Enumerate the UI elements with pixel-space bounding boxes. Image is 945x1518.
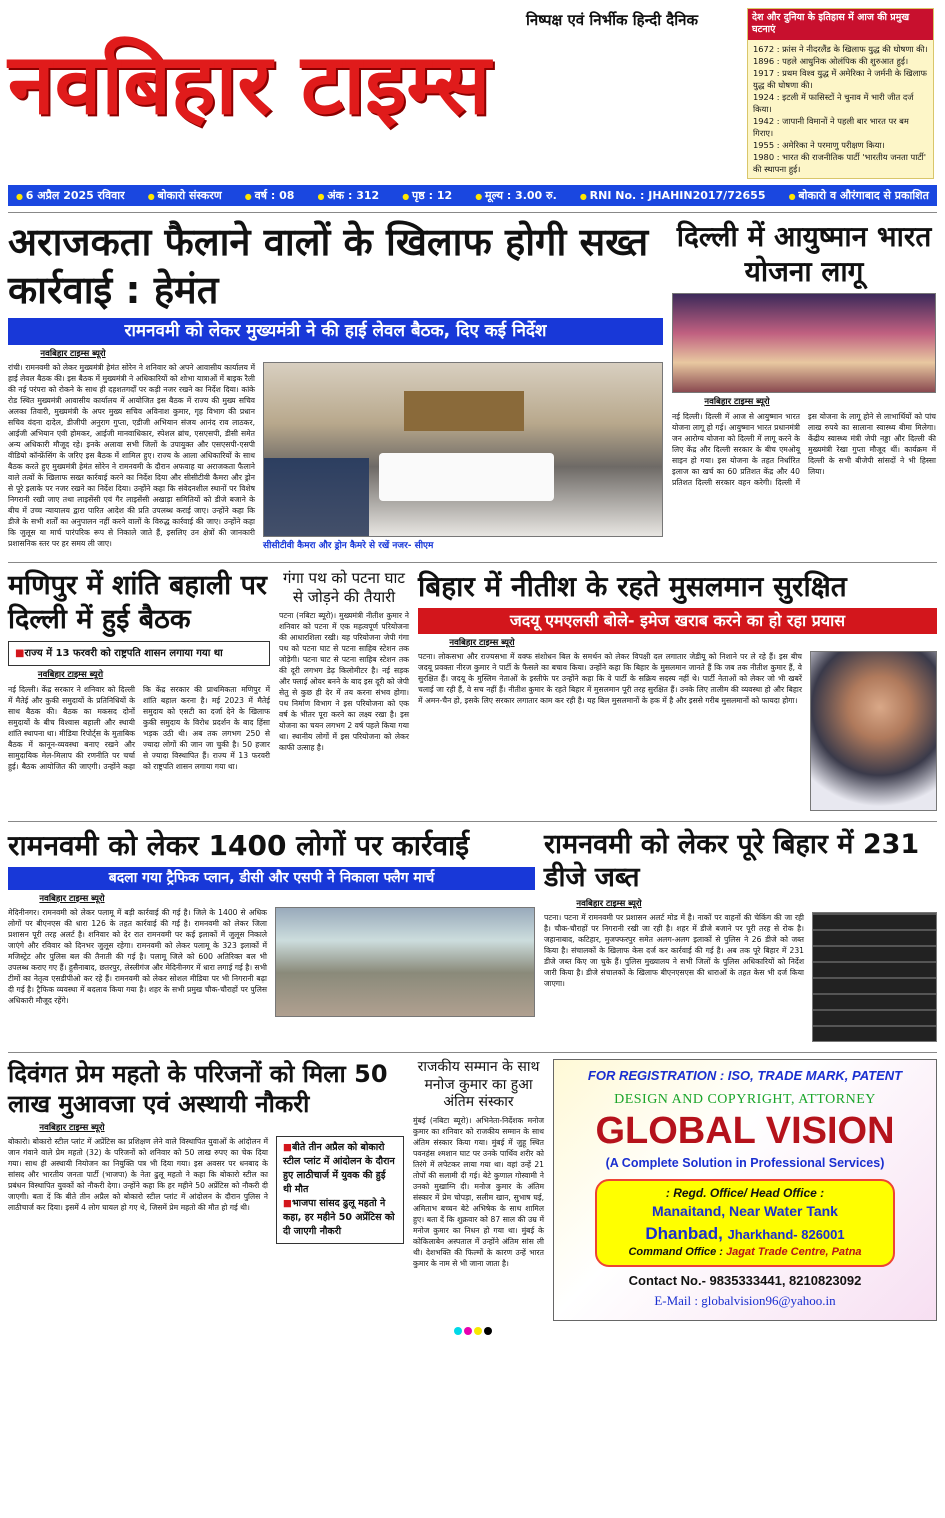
- ad-registration-line: FOR REGISTRATION : ISO, TRADE MARK, PATENT: [587, 1068, 903, 1084]
- byline: नवबिहार टाइम्स ब्यूरो: [39, 1123, 105, 1134]
- row-middle-stories: [8, 569, 937, 815]
- ramnavami-1400-body: मेदिनीनगर। रामनवमी को लेकर पलामू में बड़ी कार्रवाई की गई है। जिले के 1400 से अधिक लोगों पर बीएनएस की धारा 126 के तहत कार्रवाई की गई है। रामनवमी को लेकर जिला प्रशासन पूरी तरह अलर्ट है। शनिवार को देर रात रामनवमी पर कई इलाकों में जुलूस निकाले जाएंगे और रविवार को दिनभर जुलूस रहेगा। रामनवमी को लेकर पलामू के 323 इलाकों में मजिस्ट्रेट और पुलिस बल की तैनाती की गई है। पलामू जिले को 600 अतिरिक्त बल भी उपलब्ध कराए गए हैं। हुसैनाबाद, छतरपुर, लेस्लीगंज और मेदिनीनगर में धारा लगाई गई है। सभी टीमों का नेतृत्व एसडीपीओ कर रहे हैं। रामनवमी को लेकर सोशल मीडिया पर भी निगरानी बढ़ा दी गई है। ट्रैफिक व्यवस्था में बदलाव किया गया है। शहर के सभी प्रमुख चौक-चौराहों पर पुलिस अधिकारी मौजूद रहेंगे।: [8, 907, 267, 1005]
- bullet-icon: ■: [15, 647, 25, 659]
- bullet-icon: ■: [283, 1198, 292, 1210]
- manipur-headline: मणिपुर में शांति बहाली पर दिल्ली में हुई बैठक: [8, 570, 267, 635]
- prem-mahto-article: [8, 1059, 404, 1248]
- divider: [8, 562, 937, 563]
- issue: ● अंक : 312: [318, 188, 380, 203]
- manipur-highlight-box: [8, 641, 270, 666]
- ad-city: Dhanbad,: [645, 1223, 723, 1243]
- ad-address: Manaitand, Near Water Tank: [652, 1202, 838, 1219]
- manipur-body: नई दिल्ली। केंद्र सरकार ने शनिवार को दिल्ली में मैतेई और कुकी समुदायों के प्रतिनिधियों के साथ बैठक की। बैठक का मकसद दोनों समुदायों के बीच विश्वास बहाली और स्थायी शांति स्थापना था। मीडिया रिपोर्ट्स के मुताबिक बैठक में कानून-व्यवस्था बनाए रखने और सामुदायिक मेल-मिलाप की रणनीति पर चर्चा हुई। बैठक आयोजित की जाएगी। उन्होंने कहा कि केंद्र सरकार की प्राथमिकता मणिपुर में शांति बहाल करना है। मई 2023 में मैतेई समुदाय को एसटी का दर्जा देने के खिलाफ कुकी समुदाय के विरोध प्रदर्शन के बाद हिंसा भड़क उठी थी। अब तक लगभग 250 से ज्यादा लोगों की जान जा चुकी है। 50 हजार से ज्यादा विस्थापित हैं। राज्य में 13 फरवरी को राष्ट्रपति शासन लगाया गया था।: [8, 684, 270, 771]
- divider: [8, 212, 937, 213]
- history-item: 1917 : प्रथम विश्व युद्ध में अमेरिका ने जर्मनी के खिलाफ युद्ध की घोषणा की।: [753, 67, 927, 90]
- ganga-headline: गंगा पथ को पटना घाट से जोड़ने की तैयारी: [283, 569, 405, 606]
- dj-seized-body: पटना। पटना में रामनवमी पर प्रशासन अलर्ट मोड में है। नाकों पर वाहनों की चेकिंग की जा रही है। चौक-चौराहों पर निगरानी रखी जा रही है। शहर में डीजे बजाने पर पूरी तरह से रोक है। जहानाबाद, कटिहार, मुजफ्फरपुर समेत अलग-अलग इलाकों से पुलिस ने 26 डीजे को जब्त किया है। संचालकों के खिलाफ केस दर्ज कर कार्रवाई की गई है। अब तक पूरे बिहार में 231 डीजे जब्त किए जा चुके हैं। पुलिस मुख्यालय ने सभी जिलों के पुलिस अधिकारियों को निर्देश जारी किया है। डीजे संचालकों के खिलाफ बीएनएसएस की धाराओं के तहत केस भी दर्ज किया जाएगा।: [544, 913, 804, 989]
- dj-speakers-photo: [812, 912, 937, 1042]
- masthead-left: [8, 8, 738, 139]
- lead-headline: अराजकता फैलाने वालों के खिलाफ होगी सख्त कार्रवाई : हेमंत: [8, 220, 649, 312]
- black-registration-mark: [484, 1327, 492, 1335]
- ramnavami-1400-subheadline: बदला गया ट्रैफिक प्लान, डीसी और एसपी ने निकाला फ्लैग मार्च: [8, 867, 535, 890]
- byline: नवबिहार टाइम्स ब्यूरो: [37, 669, 104, 680]
- ad-tagline: (A Complete Solution in Professional Services): [605, 1155, 885, 1170]
- ad-command-address: Jagat Trade Centre, Patna: [726, 1246, 862, 1259]
- history-item: 1924 : इटली में फासिस्टों ने चुनाव में भारी जीत दर्ज किया।: [753, 91, 914, 114]
- byline: नवबिहार टाइम्स ब्यूरो: [576, 899, 642, 910]
- highlight-text: राज्य में 13 फरवरी को राष्ट्रपति शासन लगाया गया था: [24, 647, 223, 659]
- ramnavami-1400-article: [8, 828, 535, 1021]
- manipur-article: [8, 569, 270, 772]
- divider: [8, 1052, 937, 1053]
- history-item: 1980 : भारत की राजनीतिक पार्टी 'भारतीय जनता पार्टी' की स्थापना हुई।: [753, 151, 926, 174]
- photo-caption: सीसीटीवी कैमरा और ड्रोन कैमरे से रखें नजर- सीएम: [263, 541, 434, 552]
- ad-command-line: [603, 1245, 887, 1260]
- prem-mahto-body: बोकारो। बोकारो स्टील प्लांट में अप्रेंटिस का प्रशिक्षण लेने वाले विस्थापित युवाओं के आंदोलन में जान गंवाने वाले प्रेम महतो (32) के परिजनों को शनिवार को 50 लाख रुपए का चेक दिया गया। साथ ही अस्थायी नियोजन का नियुक्ति पत्र भी दिया गया। इस अवसर पर धनबाद के सांसद और भारतीय जनता पार्टी (भाजपा) के नेता ढुलू महतो ने कहा कि बोकारो स्टील का प्रबंधन विस्थापित युवकों को नौकरी देगा। उन्होंने कहा कि हर महीने 50 अप्रेंटिस को नौकरी दी जाएगी। बता दें कि बीते तीन अप्रैल को बोकारो स्टील प्लांट में आंदोलन के दौरान पुलिस ने लाठीचार्ज कर दिया। इसमें 4 लोग घायल हो गए थे, जिसमें प्रेम महतो की मौत हो गई थी।: [8, 1137, 268, 1213]
- nitish-body: पटना। लोकसभा और राज्यसभा में वक्फ संशोधन बिल के समर्थन को लेकर विपक्षी दल लगातार जेडीयू को निशाने पर ले रहे हैं। इस बीच जदयू प्रवक्ता नीरज कुमार ने पार्टी के फैसले का बचाव किया। उन्होंने कहा कि बिहार के मुसलमान जानते हैं कि जब तक नीतीश कुमार हैं, वे सुरक्षित हैं। जदयू के मुस्लिम नेताओं के इस्तीफे पर उन्होंने कहा कि वे पार्टी के सक्रिय सदस्य नहीं थे। पार्टी नेताओं को लेकर जो भी खबरें चलाई जा रही हैं, वे सच नहीं हैं। नीतीश कुमार के रहते बिहार में मुसलमान पूरी तरह सुरक्षित हैं। उनके लिए तालीम की व्यवस्था हो और बिहार में अमन-चैन हो, इसके लिए सरकार लगातार काम कर रही है। यह बिल मुसलमानों के हक में है और इससे गरीब मुसलमानों को फायदा होगा।: [418, 651, 802, 705]
- row-ramnavami-stories: [8, 828, 937, 1047]
- prem-body-wrap: [8, 1136, 404, 1248]
- lead-photo-wrap: [263, 362, 663, 552]
- ad-office-label: : Regd. Office/ Head Office :: [665, 1186, 825, 1201]
- ad-command-label: Command Office :: [628, 1246, 723, 1259]
- photo-table: [379, 453, 554, 501]
- price: ● मूल्य : 3.00 रु.: [475, 188, 557, 203]
- history-item: 1942 : जापानी विमानों ने पहली बार भारत पर बम गिराए।: [753, 115, 909, 138]
- history-item: 1896 : पहले आधुनिक ओलंपिक की शुरुआत हुई।: [753, 55, 909, 66]
- lead-subheadline: रामनवमी को लेकर मुख्यमंत्री ने की हाई लेवल बैठक, दिए कई निर्देश: [8, 318, 663, 345]
- manoj-kumar-body: मुंबई (नबिटा ब्यूरो)। अभिनेता-निर्देशक मनोज कुमार का शनिवार को राजकीय सम्मान के साथ अंतिम संस्कार किया गया। मुंबई में जुहू स्थित पवनहंस श्मशान घाट पर उनके पार्थिव शरीर को तिरंगे में लपेटकर लाया गया था। वहां उन्हें 21 तोपों की सलामी दी गई। बेटे कुणाल गोस्वामी ने उनको मुखाग्नि दी। मनोज कुमार के अंतिम संस्कार में प्रेम चोपड़ा, सलीम खान, सुभाष घई, अमिताभ बच्चन बेटे अभिषेक के साथ शामिल हुए। बता दें कि शुक्रवार को 87 साल की उम्र में मनोज कुमार का निधन हो गया था। मुंबई के कोकिलाबेन अस्पताल में उन्होंने अंतिम सांस ली थी। देशभक्ति की फिल्मों के कारण उन्हें भारत कुमार के नाम से भी जाना जाता है।: [413, 1115, 544, 1268]
- ayushman-headline: दिल्ली में आयुष्मान भारत योजना लागू: [676, 220, 932, 289]
- global-vision-ad: [553, 1059, 937, 1320]
- history-heading: देश और दुनिया के इतिहास में आज की प्रमुख घटनाएं: [748, 9, 933, 40]
- info-strip: [8, 185, 937, 206]
- ayushman-body: नई दिल्ली। दिल्ली में आज से आयुष्मान भारत योजना लागू हो गई। आयुष्मान भारत प्रधानमंत्री जन आरोग्य योजना को दिल्ली में लागू करने के लिए केंद्र और दिल्ली सरकार के बीच एमओयू साइन हो गया। इस योजना के तहत निर्धारित इलाज का खर्च का 60 प्रतिशत केंद्र और 40 प्रतिशत दिल्ली सरकार वहन करेगी। दिल्ली में इस योजना के लागू होने से लाभार्थियों को पांच लाख रुपये का सालाना स्वास्थ्य बीमा मिलेगा। केंद्रीय स्वास्थ्य मंत्री जेपी नड्डा और दिल्ली की मुख्यमंत्री रेखा गुप्ता मौजूद थीं। कार्यक्रम में दिल्ली के सभी बीजेपी सांसदों ने भी हिस्सा लिया।: [672, 412, 936, 488]
- photo-portrait: [404, 391, 524, 431]
- yellow-registration-mark: [474, 1327, 482, 1335]
- nitish-body-wrap: [418, 651, 937, 815]
- tagline: निष्पक्ष एवं निर्भीक हिन्दी दैनिक: [525, 11, 698, 29]
- edition: ● बोकारो संस्करण: [148, 188, 222, 203]
- date: ● 6 अप्रैल 2025 रविवार: [16, 188, 125, 203]
- row-bottom-stories: [8, 1059, 937, 1320]
- history-box: [747, 8, 934, 179]
- nitish-headline: बिहार में नीतीश के रहते मुसलमान सुरक्षित: [418, 570, 847, 604]
- ad-city-line: [603, 1222, 887, 1246]
- byline: नवबिहार टाइम्स ब्यूरो: [704, 397, 770, 408]
- nitish-subheadline: जदयू एमएलसी बोले- इमेज खराब करने का हो रहा प्रयास: [418, 608, 937, 634]
- history-item: 1955 : अमेरिका ने परमाणु परीक्षण किया।: [753, 139, 885, 150]
- byline: नवबिहार टाइम्स ब्यूरो: [40, 349, 106, 360]
- ganga-body: पटना (नबिटा ब्यूरो)। मुख्यमंत्री नीतीश कुमार ने शनिवार को पटना में एक महत्वपूर्ण परियोजना की आधारशिला रखी। यह परियोजना जेपी गंगा पथ को पटना घाट से पटना साहिब स्टेशन तक जोड़ेगी। पटना घाट से पटना साहिब स्टेशन तक की दूरी लगभग डेढ़ किलोमीटर है। नई सड़क और फ्लाई ओवर बनने के बाद इस दूरी को जेपी सेतु से कुछ ही देर में तय करना संभव होगा। पथ निर्माण विभाग ने इस परियोजना को एक वर्ष के भीतर पूरा करने का लक्ष्य रखा है। इस योजना का चयन लगभग 2 वर्ष पहले किया गया था। स्थानीय लोगों में इस परियोजना को लेकर काफी उत्साह है।: [279, 610, 409, 752]
- ad-address-box: [595, 1179, 895, 1267]
- lead-body: रांची। रामनवमी को लेकर मुख्यमंत्री हेमंत सोरेन ने शनिवार को अपने आवासीय कार्यालय में हाई लेवल बैठक की। इस बैठक में मुख्यमंत्री ने अधिकारियों को शोभा यात्राओं में बाइक रैली की नई परंपरा को रोकने के साथ ही दहशतगर्दों पर कड़ी नजर रखने का निर्देश दिया। कांके रोड स्थित मुख्यमंत्री आवासीय कार्यालय में आयोजित इस बैठक में राज्य की मुख्य सचिव अलका तिवारी, मुख्यमंत्री के अपर मुख्य सचिव अविनाश कुमार, गृह विभाग की प्रधान सचिव वंदना दादेल, डीजीपी अनुराग गुप्ता, एडीजी अभियान संजय आनंद राव लाठकर, आईजी अभियान एवी होमकर, आईजी मानवाधिकार, स्पेशल ब्रांच, एसएसपी, डीसी समेत अन्य अधिकारी मौजूद रहे। इनके अलावा सभी जिलों के उपायुक्त और एसएसपी-एसपी वीडियो कॉन्फ्रेंसिंग के जरिए इस बैठक में शामिल हुए। राज्य के आला अधिकारियों के साथ बैठक करते हुए मुख्यमंत्री हेमंत सोरेन ने रामनवमी के दौरान अफवाह या अराजकता फैलाने वाले तत्वों के खिलाफ सख्त कार्रवाई करने का निर्देश दिया और सीसीटीवी कैमरा और ड्रोन से पूरे इलाके पर नजर रखने का निर्देश दिया। उन्होंने कहा कि संवेदनशील स्थानों पर विशेष निगरानी रखी जाए तथा लाइसेंसी एवं गैर लाइसेंसी अखाड़ा समितियों को डीजे बजाने के बीच में उच्च न्यायालय द्वारा पारित आदेश की प्रति उपलब्ध कराई जाए। उन्होंने कहा कि डीजे के सभी शर्तों का अनुपालन नहीं करने वालों के विरुद्ध कार्रवाई की जाए। उन्होंने कहा कि जुलूस या मार्च पारंपरिक रूप से निकाले जाते हैं, इसलिए उन क्षेत्रों की जानकारी प्रशासनिक स्तर पर हर समय ली जाए।: [8, 363, 255, 549]
- meeting-photo: [263, 362, 663, 537]
- newspaper-logo: नवबिहार टाइम्स: [8, 35, 491, 133]
- dj-body-wrap: [544, 912, 937, 1046]
- byline: नवबिहार टाइम्स ब्यूरो: [39, 893, 105, 904]
- ad-contact: Contact No.- 9835333441, 8210823092: [628, 1272, 862, 1288]
- cyan-registration-mark: [454, 1327, 462, 1335]
- prem-mahto-headline: दिवंगत प्रेम महतो के परिजनों को मिला 50 लाख मुआवजा एवं अस्थायी नौकरी: [8, 1060, 388, 1119]
- highlight-text: बीते तीन अप्रैल को बोकारो स्टील प्लांट में आंदोलन के दौरान हुए लाठीचार्ज में युवक की हुई थी मौत: [283, 1142, 395, 1196]
- dj-seized-headline: रामनवमी को लेकर पूरे बिहार में 231 डीजे जब्त: [544, 828, 920, 894]
- prem-mahto-highlight-box: [276, 1136, 404, 1244]
- rni-number: ● RNI No. : JHAHIN2017/72655: [580, 188, 766, 203]
- bullet-icon: ■: [283, 1142, 292, 1154]
- manoj-kumar-headline: राजकीय सम्मान के साथ मनोज कुमार का हुआ अंतिम संस्कार: [417, 1059, 540, 1111]
- nitish-article: [418, 569, 937, 815]
- ad-brand: GLOBAL VISION: [595, 1110, 895, 1153]
- registration-marks: [8, 1327, 937, 1335]
- byline: नवबिहार टाइम्स ब्यूरो: [449, 637, 515, 648]
- lead-body-wrap: [8, 362, 663, 556]
- ramnavami-1400-headline: रामनवमी को लेकर 1400 लोगों पर कार्रवाई: [8, 828, 470, 862]
- history-item: 1672 : फ्रांस ने नीदरलैंड के खिलाफ युद्ध की घोषणा की।: [753, 43, 928, 54]
- photo-officers: [264, 458, 369, 537]
- year: ● वर्ष : 08: [245, 188, 295, 203]
- ganga-article: [279, 569, 409, 753]
- ad-state: Jharkhand- 826001: [727, 1226, 845, 1242]
- nitish-photo: [810, 651, 937, 811]
- ad-design-line: DESIGN AND COPYRIGHT, ATTORNEY: [614, 1092, 876, 1108]
- flag-march-photo: [275, 907, 535, 1017]
- row-top-stories: [8, 219, 937, 556]
- manoj-kumar-article: [413, 1059, 544, 1269]
- masthead: [8, 8, 937, 179]
- ayushman-photo: [672, 293, 936, 393]
- ramnavami-body-wrap: [8, 907, 535, 1021]
- ayushman-article: [672, 219, 936, 488]
- published-from: ● बोकारो व औरंगाबाद से प्रकाशित: [789, 188, 929, 203]
- ad-email: E-Mail : globalvision96@yahoo.in: [654, 1292, 836, 1308]
- highlight-text: भाजपा सांसद ढुलू महतो ने कहा, हर महीने 50 अप्रेंटिस को दी जाएगी नौकरी: [283, 1198, 395, 1238]
- dj-seized-article: [544, 828, 937, 1047]
- magenta-registration-mark: [464, 1327, 472, 1335]
- lead-article: [8, 219, 663, 556]
- pages: ● पृष्ठ : 12: [402, 188, 452, 203]
- divider: [8, 821, 937, 822]
